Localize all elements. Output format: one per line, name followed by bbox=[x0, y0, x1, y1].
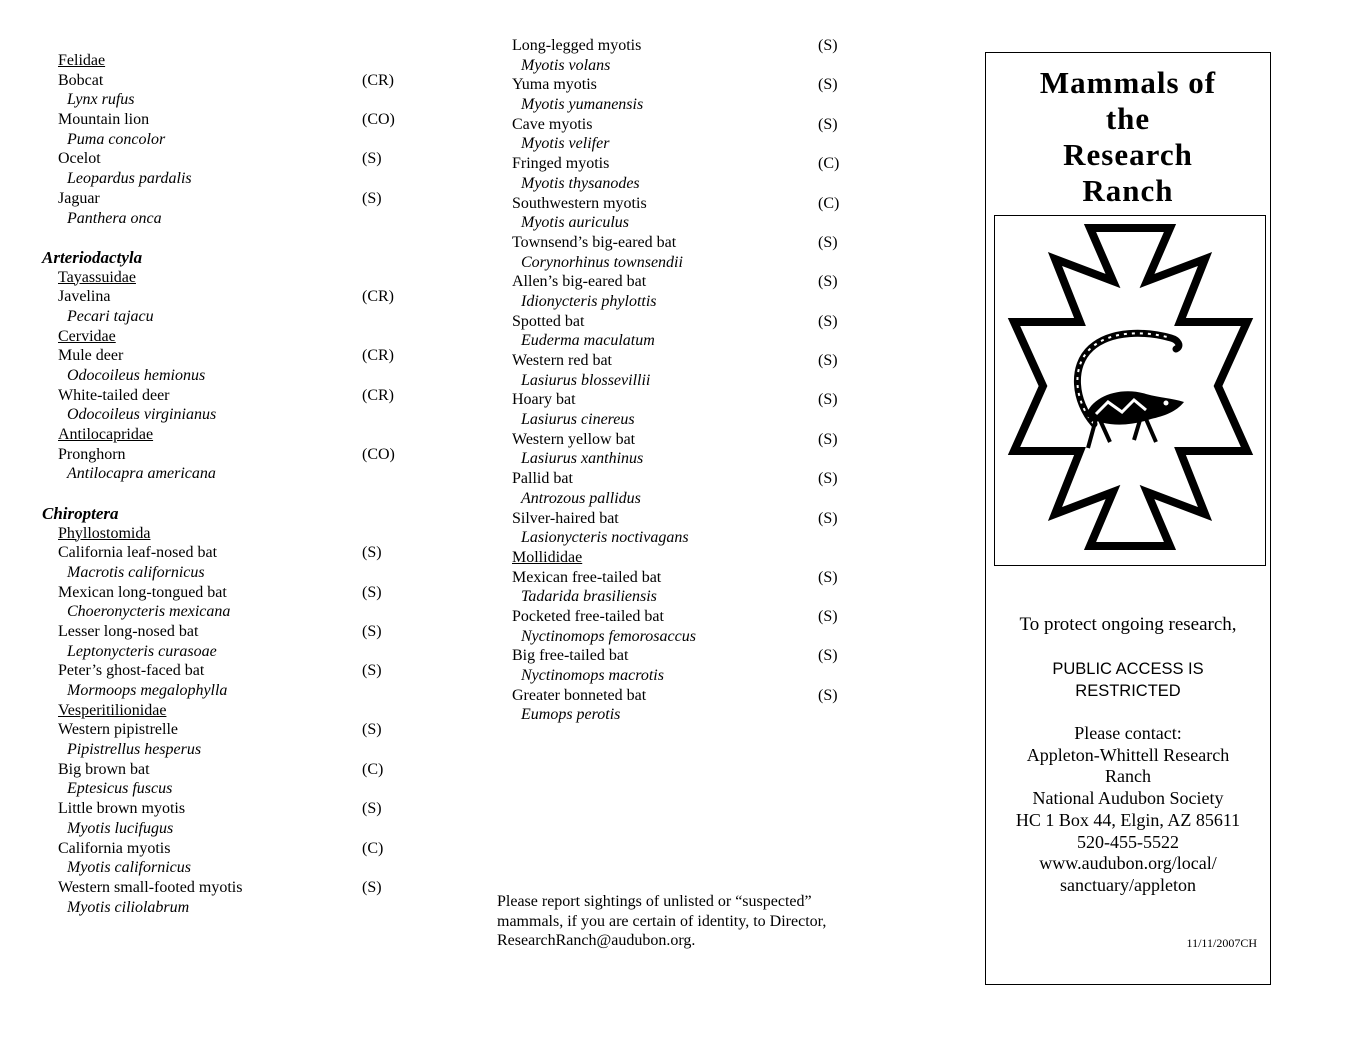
scientific-name bbox=[512, 627, 842, 647]
family-heading bbox=[42, 327, 422, 347]
common-name: Western small-footed myotis bbox=[58, 878, 243, 896]
species-row bbox=[42, 189, 422, 209]
sci-text: Myotis ciliolabrum bbox=[67, 898, 190, 916]
status-code: (S) bbox=[818, 430, 838, 448]
sci-text: Lasiurus cinereus bbox=[521, 411, 635, 429]
sci-text: Myotis velifer bbox=[521, 135, 610, 153]
status-code: (S) bbox=[362, 662, 382, 680]
common-name: Spotted bat bbox=[512, 312, 585, 330]
common-name: California leaf-nosed bat bbox=[58, 544, 218, 562]
species-row bbox=[42, 622, 422, 642]
common-name: Pronghorn bbox=[58, 445, 126, 463]
sci-text: Myotis thysanodes bbox=[521, 174, 640, 192]
scientific-name bbox=[512, 587, 842, 607]
common-name: Hoary bat bbox=[512, 391, 576, 409]
scientific-name bbox=[42, 366, 422, 386]
status-code: (S) bbox=[362, 150, 382, 168]
status-code: (S) bbox=[818, 607, 838, 625]
title-line: Ranch bbox=[1082, 173, 1174, 208]
family-heading bbox=[42, 51, 422, 71]
sci-text: Pipistrellus hesperus bbox=[67, 741, 202, 759]
status-code: (CR) bbox=[362, 288, 394, 306]
status-code: (S) bbox=[818, 233, 838, 251]
common-name: White-tailed deer bbox=[58, 386, 170, 404]
scientific-name bbox=[512, 331, 842, 351]
common-name: Southwestern myotis bbox=[512, 194, 647, 212]
status-code: (S) bbox=[818, 273, 838, 291]
status-code: (S) bbox=[362, 544, 382, 562]
cover-panel bbox=[985, 52, 1271, 985]
status-code: (S) bbox=[362, 800, 382, 818]
common-name: Big brown bat bbox=[58, 760, 150, 778]
status-code: (S) bbox=[818, 391, 838, 409]
common-name: Cave myotis bbox=[512, 115, 593, 133]
common-name: Ocelot bbox=[58, 150, 101, 168]
scientific-name bbox=[42, 779, 422, 799]
status-code: (S) bbox=[818, 509, 838, 527]
sci-text: Eumops perotis bbox=[521, 706, 621, 724]
status-code: (CO) bbox=[362, 111, 395, 129]
status-code: (C) bbox=[818, 155, 840, 173]
species-row bbox=[512, 312, 842, 332]
species-row bbox=[42, 543, 422, 563]
sci-text: Leopardus pardalis bbox=[67, 170, 192, 188]
species-list-column-2 bbox=[512, 36, 842, 725]
scientific-name bbox=[512, 56, 842, 76]
status-code: (S) bbox=[818, 352, 838, 369]
scientific-name bbox=[512, 666, 842, 686]
status-code: (C) bbox=[818, 194, 840, 212]
species-row bbox=[512, 568, 842, 588]
common-name: Yuma myotis bbox=[512, 76, 597, 94]
status-code: (S) bbox=[362, 189, 382, 207]
sci-text: Myotis yumanensis bbox=[521, 96, 644, 114]
scientific-name bbox=[512, 705, 842, 725]
scientific-name bbox=[42, 169, 422, 189]
scientific-name bbox=[42, 858, 422, 878]
contact-line: 520-455-5522 bbox=[1077, 831, 1179, 852]
species-row bbox=[512, 607, 842, 627]
family-heading bbox=[42, 425, 422, 445]
species-row bbox=[42, 661, 422, 681]
sci-text: Myotis auriculus bbox=[521, 214, 629, 232]
common-name: Pallid bat bbox=[512, 470, 573, 488]
species-row bbox=[42, 839, 422, 859]
sci-text: Idionycteris phylottis bbox=[521, 292, 657, 310]
scientific-name bbox=[42, 740, 422, 760]
species-row bbox=[42, 760, 422, 780]
contact-block bbox=[986, 723, 1270, 897]
species-row bbox=[512, 115, 842, 135]
emblem-box bbox=[994, 215, 1266, 566]
fam-text: Cervidae bbox=[58, 327, 116, 345]
spacer bbox=[42, 228, 422, 248]
report-line: ResearchRanch@audubon.org. bbox=[497, 932, 696, 949]
common-name: Greater bonneted bat bbox=[512, 686, 647, 704]
common-name: Peter’s ghost-faced bat bbox=[58, 662, 205, 680]
scientific-name bbox=[42, 464, 422, 484]
spacer bbox=[42, 484, 422, 504]
fam-text: Mollididae bbox=[512, 548, 583, 566]
family-heading bbox=[42, 701, 422, 721]
order-text: Arteriodactyla bbox=[42, 247, 143, 267]
status-code: (S) bbox=[818, 37, 838, 54]
report-line: mammals, if you are certain of identity, to Director, bbox=[497, 912, 827, 930]
scientific-name bbox=[42, 563, 422, 583]
title-line: Mammals of bbox=[1039, 65, 1217, 100]
family-heading bbox=[42, 268, 422, 288]
status-code: (CO) bbox=[362, 445, 395, 463]
status-code: (C) bbox=[362, 839, 384, 857]
species-row bbox=[42, 346, 422, 366]
sci-text: Lasionycteris noctivagans bbox=[521, 529, 689, 547]
scientific-name bbox=[512, 213, 842, 233]
status-code: (S) bbox=[818, 470, 838, 488]
sci-text: Lasiurus blossevillii bbox=[521, 371, 651, 389]
sci-text: Mormoops megalophylla bbox=[67, 682, 228, 699]
status-code: (S) bbox=[362, 878, 382, 896]
scientific-name bbox=[512, 449, 842, 469]
contact-line: Ranch bbox=[1105, 766, 1151, 787]
scientific-name bbox=[42, 602, 422, 622]
common-name: Bobcat bbox=[58, 71, 104, 89]
sci-text: Myotis californicus bbox=[67, 859, 191, 877]
common-name: Western red bat bbox=[512, 352, 612, 369]
report-line: Please report sightings of unlisted or “suspected” bbox=[497, 893, 812, 910]
website-link[interactable]: www.audubon.org/local/ bbox=[1039, 853, 1217, 874]
sci-text: Nyctinomops macrotis bbox=[521, 667, 664, 684]
sci-text: Puma concolor bbox=[67, 130, 166, 148]
family-heading bbox=[42, 524, 422, 544]
sci-text: Antilocapra americana bbox=[67, 465, 216, 483]
species-row bbox=[512, 390, 842, 410]
species-row bbox=[512, 233, 842, 253]
species-row bbox=[512, 646, 842, 666]
status-code: (S) bbox=[818, 686, 838, 704]
scientific-name bbox=[42, 898, 422, 918]
status-code: (S) bbox=[818, 76, 838, 94]
order-text: Chiroptera bbox=[42, 503, 119, 523]
species-row bbox=[42, 149, 422, 169]
sci-text: Leptonycteris curasoae bbox=[67, 642, 217, 660]
common-name: Javelina bbox=[58, 288, 111, 306]
status-code: (CR) bbox=[362, 386, 394, 404]
scientific-name bbox=[512, 174, 842, 194]
sci-text: Pecari tajacu bbox=[67, 307, 154, 325]
status-code: (C) bbox=[362, 760, 384, 778]
species-row bbox=[512, 509, 842, 529]
scientific-name bbox=[42, 130, 422, 150]
species-row bbox=[512, 272, 842, 292]
species-row bbox=[42, 799, 422, 819]
status-code: (S) bbox=[818, 647, 838, 665]
page-title bbox=[986, 65, 1270, 209]
species-row bbox=[42, 287, 422, 307]
species-list-column-1 bbox=[42, 51, 422, 917]
sci-text: Eptesicus fuscus bbox=[67, 780, 173, 798]
status-code: (S) bbox=[362, 721, 382, 739]
scientific-name bbox=[512, 528, 842, 548]
sci-text: Odocoileus virginianus bbox=[67, 406, 217, 424]
order-heading bbox=[42, 504, 422, 524]
common-name: Western yellow bat bbox=[512, 430, 636, 448]
scientific-name bbox=[42, 90, 422, 110]
species-row bbox=[42, 71, 422, 91]
status-code: (S) bbox=[818, 568, 838, 586]
order-heading bbox=[42, 248, 422, 268]
contact-line: National Audubon Society bbox=[1032, 788, 1224, 809]
fam-text: Felidae bbox=[58, 52, 106, 69]
species-row bbox=[512, 430, 842, 450]
species-row bbox=[42, 445, 422, 465]
fam-text: Phyllostomida bbox=[58, 524, 151, 542]
fam-text: Vesperitilionidae bbox=[58, 701, 167, 719]
common-name: Jaguar bbox=[58, 189, 100, 207]
common-name: Mexican free-tailed bat bbox=[512, 568, 662, 586]
access-line: RESTRICTED bbox=[1075, 682, 1181, 700]
species-row bbox=[512, 686, 842, 706]
access-line: PUBLIC ACCESS IS bbox=[1052, 660, 1204, 678]
sci-text: Myotis lucifugus bbox=[67, 819, 174, 837]
species-row bbox=[42, 583, 422, 603]
title-line: the bbox=[1105, 101, 1151, 136]
contact-line: HC 1 Box 44, Elgin, AZ 85611 bbox=[1015, 809, 1241, 830]
common-name: Lesser long-nosed bat bbox=[58, 622, 199, 640]
scientific-name bbox=[42, 209, 422, 229]
family-heading bbox=[512, 548, 842, 568]
southwest-star-rodent-icon bbox=[996, 216, 1265, 564]
scientific-name bbox=[512, 410, 842, 430]
access-notice bbox=[986, 658, 1270, 702]
fam-text: Tayassuidae bbox=[58, 268, 136, 286]
sci-text: Macrotis californicus bbox=[67, 563, 205, 581]
protect-text: To protect ongoing research, bbox=[1019, 614, 1237, 635]
scientific-name bbox=[42, 307, 422, 327]
status-code: (S) bbox=[362, 622, 382, 640]
sci-text: Antrozous pallidus bbox=[521, 489, 641, 507]
common-name: Long-legged myotis bbox=[512, 37, 642, 54]
title-line: Research bbox=[1063, 137, 1193, 172]
common-name: Allen’s big-eared bat bbox=[512, 273, 647, 291]
scientific-name bbox=[42, 405, 422, 425]
scientific-name bbox=[512, 253, 842, 273]
species-row bbox=[512, 154, 842, 174]
fam-text: Antilocapridae bbox=[58, 426, 154, 444]
species-row bbox=[42, 386, 422, 406]
sci-text: Euderma maculatum bbox=[521, 332, 655, 350]
species-row bbox=[42, 720, 422, 740]
species-row bbox=[42, 878, 422, 898]
scientific-name bbox=[512, 292, 842, 312]
common-name: Silver-haired bat bbox=[512, 509, 619, 527]
common-name: Mexican long-tongued bat bbox=[58, 583, 227, 601]
scientific-name bbox=[512, 95, 842, 115]
scientific-name bbox=[42, 819, 422, 839]
scientific-name bbox=[512, 489, 842, 509]
common-name: Fringed myotis bbox=[512, 155, 610, 173]
sci-text: Tadarida brasiliensis bbox=[521, 588, 657, 606]
common-name: Mule deer bbox=[58, 347, 124, 365]
sci-text: Lasiurus xanthinus bbox=[521, 450, 644, 468]
species-row bbox=[512, 351, 842, 371]
status-code: (S) bbox=[818, 115, 838, 133]
species-row bbox=[42, 110, 422, 130]
website-link[interactable]: sanctuary/appleton bbox=[1060, 874, 1196, 895]
common-name: Townsend’s big-eared bat bbox=[512, 233, 677, 251]
species-row bbox=[512, 469, 842, 489]
status-code: (S) bbox=[362, 583, 382, 601]
sci-text: Odocoileus hemionus bbox=[67, 367, 206, 384]
contact-line: Please contact: bbox=[1074, 723, 1182, 743]
sci-text: Corynorhinus townsendii bbox=[521, 253, 683, 271]
common-name: Big free-tailed bat bbox=[512, 647, 629, 665]
report-note bbox=[497, 892, 877, 951]
species-row bbox=[512, 36, 842, 56]
scientific-name bbox=[42, 681, 422, 701]
status-code: (S) bbox=[818, 312, 838, 330]
sci-text: Choeronycteris mexicana bbox=[67, 603, 231, 621]
common-name: Little brown myotis bbox=[58, 800, 186, 818]
contact-line: Appleton-Whittell Research bbox=[1026, 744, 1230, 765]
sci-text: Nyctinomops femorosaccus bbox=[521, 627, 696, 645]
sci-text: Lynx rufus bbox=[67, 91, 135, 109]
scientific-name bbox=[512, 134, 842, 154]
revision-date: 11/11/2007CH bbox=[1186, 936, 1257, 950]
species-row bbox=[512, 75, 842, 95]
scientific-name bbox=[512, 371, 842, 391]
scientific-name bbox=[42, 642, 422, 662]
sci-text: Myotis volans bbox=[521, 56, 611, 74]
common-name: Western pipistrelle bbox=[58, 721, 179, 739]
status-code: (CR) bbox=[362, 71, 394, 89]
species-row bbox=[512, 194, 842, 214]
common-name: Mountain lion bbox=[58, 111, 150, 129]
sci-text: Panthera onca bbox=[67, 209, 162, 227]
common-name: California myotis bbox=[58, 839, 171, 857]
common-name: Pocketed free-tailed bat bbox=[512, 607, 664, 625]
status-code: (CR) bbox=[362, 347, 394, 365]
